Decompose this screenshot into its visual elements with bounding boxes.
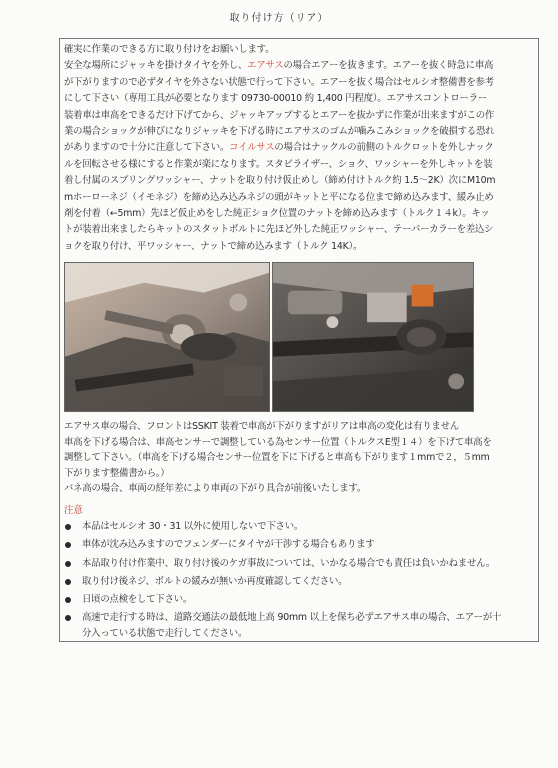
intro-text-b: の場合エアーを抜きます。エアーを抜く時急に車高が下がりますので必ずタイヤを外さない状態で行って下さい。エアーを抜く場合はセルシオ整備書を参考にして下さい（専用工具が必要となります 09730-00010 約 1,400 円程度）。エアサスコントローラー装着車は車高をできるだけ下げてから、ジャッキアップするとエアーを抜かずに作業が出来ますがこの作業の場合ショックが伸びになりジャッキを下げる時にエアサスのゴムが噛みこみショックを破損する恐れがありますので十分に注意して下さい。 — [64, 60, 495, 154]
list-item — [62, 555, 502, 573]
bullet-icon — [65, 524, 71, 530]
list-item — [62, 573, 502, 591]
page-title: 取り付け方（リア） — [229, 13, 329, 24]
bullet-icon — [65, 561, 71, 567]
coil-suspension-highlight: コイルサス — [229, 142, 275, 154]
list-item — [62, 518, 502, 536]
caution-item-text: 取り付け後ネジ、ボルトの緩みが無いか再度確認してください。 — [82, 575, 348, 587]
bullet-icon — [65, 542, 71, 548]
notes-paragraph: エアサス車の場合、フロントはSSKIT 装着で車高が下がりますがリアは車高の変化は有りません 車高を下げる場合は、車高センサーで調整している為センサー位置（トルクスE型１４）を下げて車高を調整して下さい。（車高を下げる場合センサー位置を下に下げると車高も下がります１mmで２，５mm下がります整備書から。） バネ高の場合、車両の経年差により車両の下がり具合が前後いたします。 — [64, 421, 492, 495]
intro-text-a: 確実に作業のできる方に取り付けをお願いします。 安全な場所にジャッキを掛けタイヤを外し、 — [64, 44, 275, 72]
list-item — [62, 609, 502, 644]
caution-list — [62, 518, 502, 644]
bullet-icon — [65, 615, 71, 621]
air-suspension-highlight: エアサス — [247, 60, 284, 72]
caution-item-text: 車体が沈み込みますのでフェンダーにタイヤが干渉する場合もあります — [82, 539, 375, 551]
caution-item-text: 本品取り付け作業中、取り付け後のケガ事故については、いかなる場合でも責任は負いかねません。 — [82, 557, 496, 569]
caution-heading: 注意 — [64, 505, 83, 516]
suspension-photo-right — [272, 262, 474, 412]
bullet-icon — [65, 579, 71, 585]
caution-item-text: 高速で走行する時は、道路交通法の最低地上高 90mm 以上を保ち必ずエアサス車の場合、エアーが十分入っている状態で走行してください。 — [82, 612, 502, 639]
bullet-icon — [65, 597, 71, 603]
list-item — [62, 536, 502, 554]
list-item — [62, 591, 502, 609]
suspension-photo-left — [64, 262, 270, 412]
intro-text-c: の場合はナックルの前側のトルクロットを外しナックルを回転させる様にすると作業が楽になります。スタビライザー、ショク、ワッシャーを外しキットを装着し付属のスプリングワッシャー、ナットを取り付け仮止めし（締め付けトルク約 1.5～2K）次にM10mmホーローネジ（イモネジ）を締め込み込みネジの頭がキットと平になる位まで締め込みます、緩み止め剤を付着（←5mm）先ほど仮止めをした純正ショク位置のナットを締め込みます（トルク１４k）。キットが装着出来ましたらキットのスタットボルトに先ほど外した純正ワッシャー、テーパーカラーを差込ショクを取り付け、平ワッシャー、ナットで締め込みます（トルク 14K）。 — [64, 142, 496, 252]
caution-item-text: 日頃の点検をして下さい。 — [82, 594, 193, 606]
caution-item-text: 本品はセルシオ 30・31 以外に使用しないで下さい。 — [82, 521, 304, 532]
intro-paragraph — [64, 42, 496, 255]
